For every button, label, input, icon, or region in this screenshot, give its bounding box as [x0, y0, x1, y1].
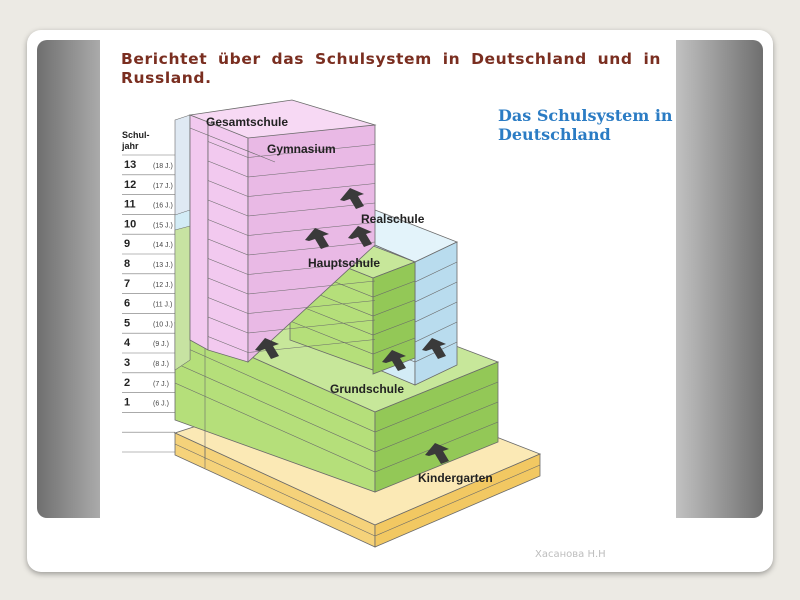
- year-number: 13: [124, 159, 137, 171]
- year-age: (15 J.): [153, 222, 173, 230]
- year-age: (8 J.): [153, 361, 169, 368]
- year-age: (13 J.): [153, 262, 173, 269]
- footer-author: Хасанова Н.Н: [535, 549, 606, 560]
- gymnasium-block: [190, 100, 375, 362]
- year-age: (11 J.): [153, 301, 173, 309]
- year-table: [122, 155, 175, 452]
- year-number: 10: [124, 218, 137, 231]
- page-heading: Berichtet über das Schulsystem in Deutschland und in Russland.: [121, 50, 661, 87]
- school-year-header: Schul- jahr: [122, 130, 150, 151]
- diagram-title: Das Schulsystem in Deutschland: [498, 106, 673, 144]
- year-age: (17 J.): [153, 182, 173, 190]
- label-realschule: Realschule: [361, 212, 425, 226]
- year-number: 5: [124, 317, 131, 330]
- realschule-side: [415, 242, 457, 385]
- gesamtschule-strip: [175, 115, 190, 370]
- label-hauptschule: Hauptschule: [308, 256, 381, 270]
- year-number: 1: [124, 396, 131, 409]
- label-grundschule: Grundschule: [330, 382, 405, 396]
- year-age: (14 J.): [153, 242, 173, 250]
- year-number: 4: [124, 337, 131, 350]
- year-number: 8: [124, 258, 131, 270]
- year-number: 11: [124, 198, 136, 211]
- label-gymnasium: Gymnasium: [267, 142, 336, 156]
- school-system-diagram: [100, 40, 676, 550]
- year-age: (9 J.): [153, 341, 169, 349]
- year-age: (12 J.): [153, 281, 173, 289]
- year-number: 9: [124, 238, 131, 251]
- year-number: 3: [124, 357, 131, 369]
- year-age: (10 J.): [153, 321, 173, 329]
- year-number: 7: [124, 277, 131, 290]
- year-number: 12: [124, 178, 137, 191]
- year-labels: [124, 159, 173, 409]
- year-age: (16 J.): [153, 202, 173, 210]
- gymnasium-front: [208, 122, 248, 362]
- year-number: 2: [124, 376, 131, 389]
- label-kindergarten: Kindergarten: [418, 471, 493, 485]
- year-age: (18 J.): [153, 163, 173, 170]
- year-age: (7 J.): [153, 380, 169, 388]
- year-number: 6: [124, 297, 131, 310]
- year-age: (6 J.): [153, 400, 169, 408]
- scanned-page: [100, 40, 676, 550]
- label-gesamtschule: Gesamtschule: [206, 115, 289, 129]
- gymnasium-front-left: [190, 115, 208, 350]
